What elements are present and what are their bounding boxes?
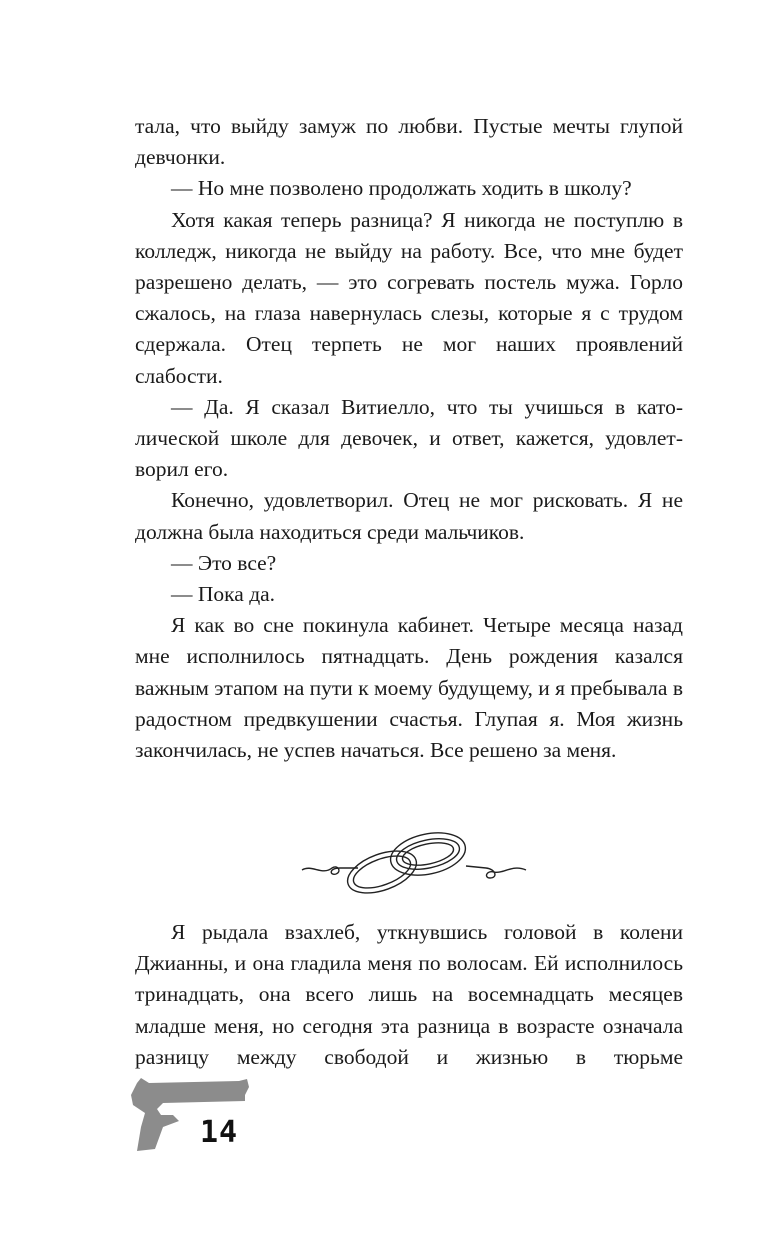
paragraph: — Пока да. (171, 582, 276, 607)
wedding-rings-divider-icon (300, 820, 530, 900)
paragraph: Я рыдала взахлеб, уткнувшись головой в колени Джианны, и она гладила меня по волосам. Ей исполнилось тринадцать, она всего лишь на восемнадцать месяцев младше меня, но сегодня эта разница в возрасте означала разницу между свободой и жизнью в тюрьме (135, 920, 683, 1069)
paragraph: Я как во сне покинула кабинет. Четыре месяца назад мне исполнилось пятнадцать. День рождения казался важным этапом на пути к моему будущему, и я пребывала в радостном предвкушении счастья. Глупая я. Моя жизнь закончилась, не успев начаться. Все решено за меня. (135, 613, 683, 763)
text-block-bottom (135, 917, 683, 1073)
page-number: 14 (200, 1115, 239, 1150)
paragraph: Конечно, удовлетворил. Отец не мог рисковать. Я не должна была находиться среди мальчиков. (135, 488, 683, 544)
paragraph: — Это все? (171, 550, 277, 575)
paragraph: Хотя какая теперь разница? Я никогда не поступлю в колледж, никогда не выйду на работу. Все, что мне будет разрешено делать, — это согревать постель мужа. Горло сжалось, на глаза навернулась слезы, которые я с трудом сдержала. Отец терпеть не мог наших проявлений слабости. (135, 207, 683, 388)
paragraph: тала, что выйду замуж по любви. Пустые мечты глупой девчонки. (135, 114, 683, 170)
paragraph: — Но мне позволено продолжать ходить в школу? (171, 176, 632, 201)
paragraph: — Да. Я сказал Витиелло, что ты учишься в католической школе для девочек, и ответ, кажется, удовлетворил его. (135, 394, 683, 482)
text-block-top (135, 111, 683, 766)
page-footer (127, 1075, 267, 1155)
